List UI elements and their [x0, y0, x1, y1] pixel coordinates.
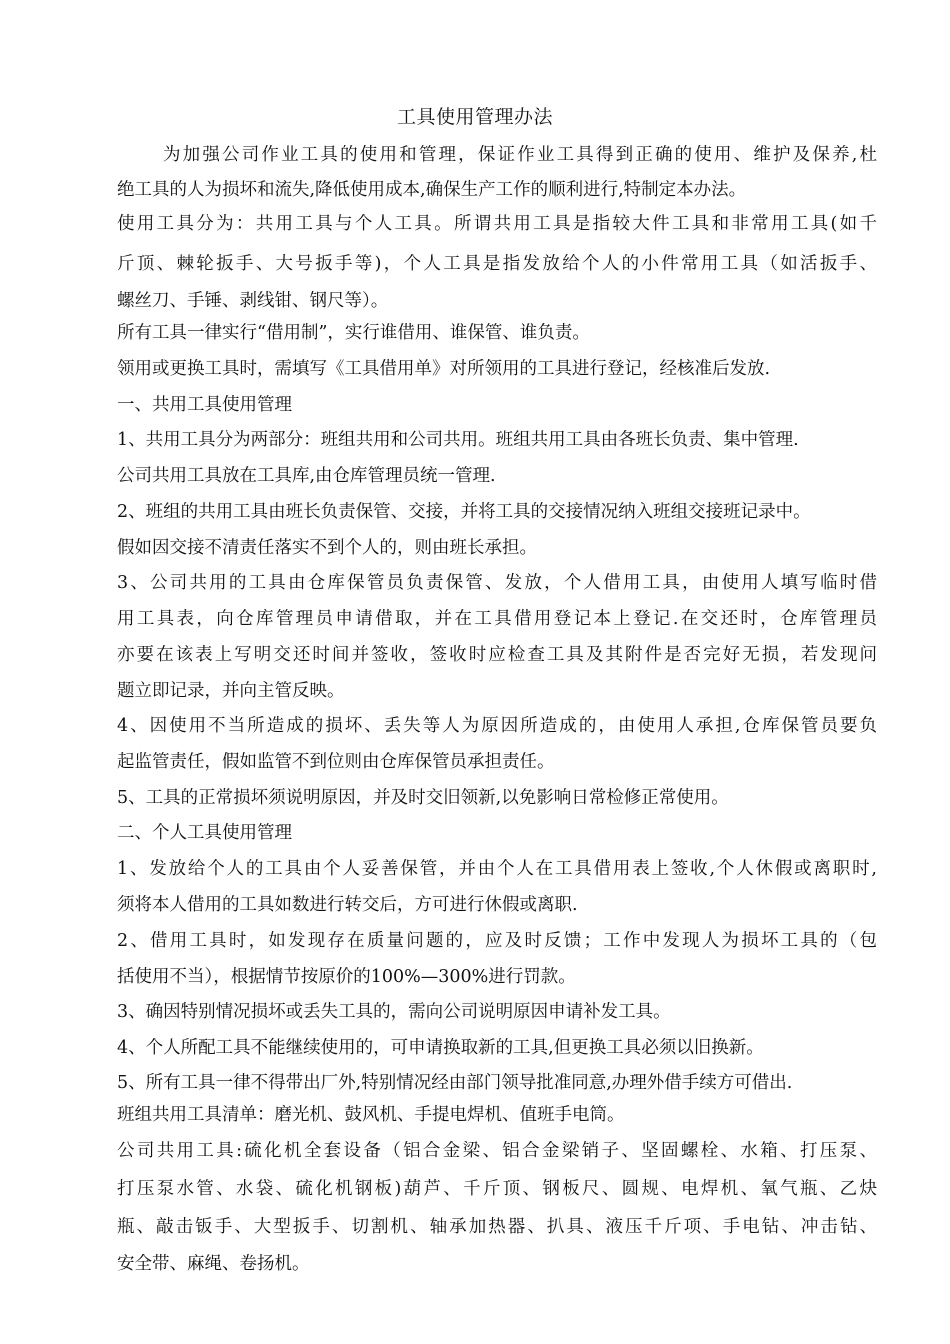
paragraph-line: 领用或更换工具时，需填写《工具借用单》对所领用的工具进行登记，经核准后发放.	[117, 359, 771, 379]
paragraph-line: 公司共用工具放在工具库,由仓库管理员统一管理.	[117, 466, 496, 486]
paragraph-line: 1、共用工具分为两部分：班组共用和公司共用。班组共用工具由各班长负责、集中管理.	[117, 430, 799, 450]
paragraph-line: 题立即记录，并向主管反映。	[117, 681, 345, 701]
paragraph-line: 打压泵水管、水袋、硫化机钢板)葫芦、千斤顶、钢板尺、圆规、电焊机、氧气瓶、乙炔	[117, 1179, 877, 1199]
paragraph-line: 括使用不当），根据情节按原价的100%—300%进行罚款。	[117, 967, 576, 987]
paragraph-line: 2、班组的共用工具由班长负责保管、交接，并将工具的交接情况纳入班组交接班记录中。	[117, 502, 811, 522]
paragraph-line: 5、所有工具一律不得带出厂外,特别情况经由部门领导批准同意,办理外借手续方可借出.	[117, 1073, 793, 1093]
document-title: 工具使用管理办法	[396, 106, 553, 128]
paragraph-line: 亦要在该表上写明交还时间并签收，签收时应检查工具及其附件是否完好无损，若发现问	[117, 645, 877, 665]
section-heading: 一、共用工具使用管理	[117, 395, 292, 415]
paragraph-line: 起监管责任，假如监管不到位则由仓库保管员承担责任。	[117, 752, 555, 772]
paragraph-line: 2、借用工具时，如发现存在质量问题的，应及时反馈；工作中发现人为损坏工具的（包	[117, 931, 877, 951]
paragraph-line: 4、个人所配工具不能继续使用的，可申请换取新的工具,但更换工具必须以旧换新。	[117, 1038, 764, 1058]
paragraph-line: 公司共用工具:硫化机全套设备（铝合金梁、铝合金梁销子、坚固螺栓、水箱、打压泵、	[117, 1141, 877, 1161]
paragraph-line: 所有工具一律实行“借用制”，实行谁借用、谁保管、谁负责。	[117, 323, 590, 343]
paragraph-line: 使用工具分为：共用工具与个人工具。所谓共用工具是指较大件工具和非常用工具(如千	[117, 214, 877, 234]
paragraph-line: 1、发放给个人的工具由个人妥善保管，并由个人在工具借用表上签收,个人休假或离职时,	[117, 859, 877, 879]
paragraph-line: 安全带、麻绳、卷扬机。	[117, 1254, 310, 1274]
paragraph-line: 假如因交接不清责任落实不到个人的，则由班长承担。	[117, 538, 537, 558]
paragraph-line: 3、公司共用的工具由仓库保管员负责保管、发放，个人借用工具，由使用人填写临时借	[117, 573, 877, 593]
paragraph-line: 班组共用工具清单：磨光机、鼓风机、手提电焊机、值班手电筒。	[117, 1105, 625, 1125]
paragraph-line: 斤顶、棘轮扳手、大号扳手等)，个人工具是指发放给个人的小件常用工具（如活扳手、	[117, 254, 877, 274]
paragraph-line: 5、工具的正常损坏须说明原因，并及时交旧领新,以免影响日常检修正常使用。	[117, 788, 729, 808]
paragraph-line: 3、确因特别情况损坏或丢失工具的，需向公司说明原因申请补发工具。	[117, 1002, 671, 1022]
paragraph-line: 绝工具的人为损坏和流失,降低使用成本,确保生产工作的顺利进行,特制定本办法。	[117, 180, 747, 200]
section-heading: 二、个人工具使用管理	[117, 823, 292, 843]
paragraph-line: 须将本人借用的工具如数进行转交后，方可进行休假或离职.	[117, 895, 578, 915]
paragraph-line: 4、因使用不当所造成的损坏、丢失等人为原因所造成的，由使用人承担,仓库保管员要负	[117, 716, 877, 736]
paragraph-line: 瓶、敲击钣手、大型扳手、切割机、轴承加热器、扒具、液压千斤项、手电钻、冲击钻、	[117, 1217, 877, 1237]
paragraph-line: 用工具表，向仓库管理员申请借取，并在工具借用登记本上登记.在交还时，仓库管理员	[117, 609, 877, 629]
paragraph-line: 为加强公司作业工具的使用和管理，保证作业工具得到正确的使用、维护及保养,杜	[163, 145, 877, 165]
paragraph-line: 螺丝刀、手锤、剥线钳、钢尺等）。	[117, 291, 389, 311]
